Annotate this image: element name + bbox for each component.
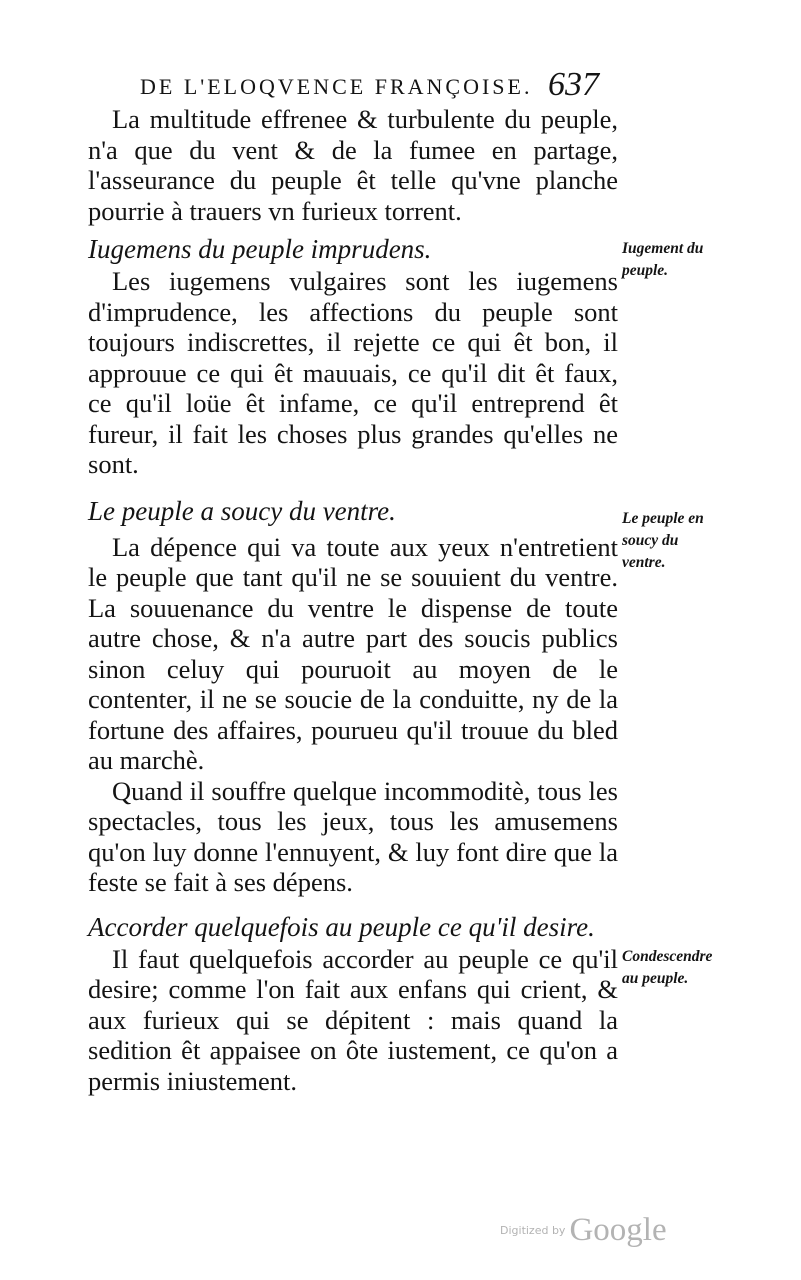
paragraph-incommodite: Quand il souffre quelque incommoditè, tous les spectacles, tous les jeux, tous les amusemens qu'on luy donne l'ennuyent, & luy font dire que la feste se fait à ses dépens. xyxy=(88,775,618,897)
paragraph-iugemens: Les iugemens vulgaires sont les iugemens d'imprudence, les affections du peuple sont toujours indiscrettes, il rejette ce qui êt bon, il approuue ce qui êt mauuais, ce qu'il dit êt faux, ce qu'il loüe êt infame, ce qu'il entreprend êt fureur, il fait les choses plus grandes qu'elles ne sont. xyxy=(88,266,618,479)
margin-note-ventre: Le peuple en soucy du ventre. xyxy=(622,510,704,571)
section-heading-iugemens: Iugemens du peuple imprudens. xyxy=(88,234,432,264)
page-number: 637 xyxy=(548,66,599,103)
main-text-column xyxy=(88,104,618,1096)
margin-note-condescendre: Condescendre au peuple. xyxy=(622,948,713,987)
watermark-brand-logo: Google xyxy=(569,1212,667,1248)
section-heading-accorder: Accorder quelquefois au peuple ce qu'il desire. xyxy=(88,911,595,942)
running-head: DE L'ELOQVENCE FRANÇOISE. xyxy=(140,74,533,99)
margin-note-iugement: Iugement du peuple. xyxy=(622,240,704,279)
paragraph-depence: La dépence qui va toute aux yeux n'entretient le peuple que tant qu'il ne se souuient du ventre. La souuenance du ventre le dispense de toute autre chose, & n'a autre part des soucis publics sinon celuy qui pouruoit au moyen de le contenter, il ne se soucie de la conduitte, ny de la fortune des affaires, pourueu qu'il trouue du bled au marchè. xyxy=(88,531,618,775)
paragraph-multitude: La multitude effrenee & turbulente du peuple, n'a que du vent & de la fumee en partage, l'asseurance du peuple êt telle qu'vne planche pourrie à trauers vn furieux torrent. xyxy=(88,104,618,226)
paragraph-accorder: Il faut quelquefois accorder au peuple ce qu'il desire; comme l'on fait aux enfans qui crient, & aux furieux qui se dépitent : mais quand la sedition êt appaisee on ôte iustement, ce qu'on a permis iniustement. xyxy=(88,943,618,1096)
watermark-prefix: Digitized by xyxy=(500,1224,566,1237)
section-heading-soucy-ventre: Le peuple a soucy du ventre. xyxy=(88,495,396,526)
digitization-watermark xyxy=(500,1212,667,1249)
